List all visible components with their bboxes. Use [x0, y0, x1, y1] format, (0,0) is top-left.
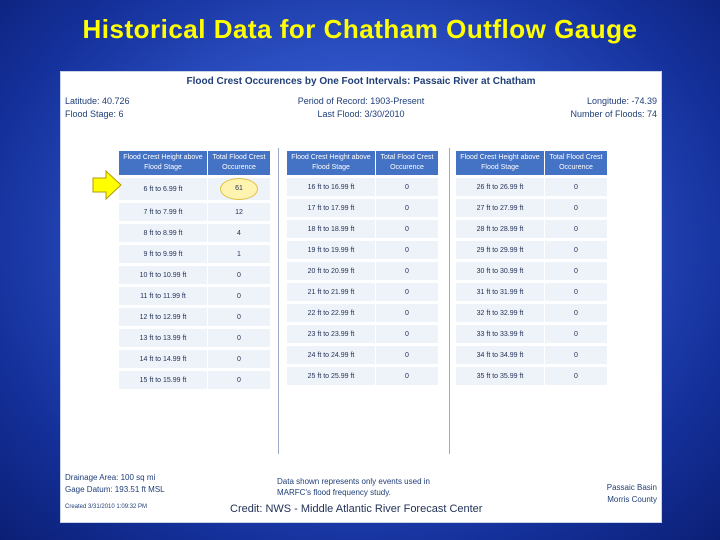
occurence-cell: 0: [545, 346, 608, 364]
table-row: [287, 325, 439, 343]
occurence-cell: 0: [208, 266, 271, 284]
occurence-cell: 0: [545, 262, 608, 280]
created-timestamp: Created 3/31/2010 1:09:32 PM: [65, 504, 148, 510]
county: Morris County: [607, 495, 657, 504]
crest-height-cell: 18 ft to 18.99 ft: [287, 220, 376, 238]
crest-height-cell: 33 ft to 33.99 ft: [456, 325, 545, 343]
crest-height-cell: 29 ft to 29.99 ft: [456, 241, 545, 259]
longitude: Longitude: -74.39: [586, 96, 657, 106]
table-row: [287, 346, 439, 364]
occurence-cell: 0: [208, 287, 271, 305]
table-row: [456, 304, 608, 322]
highlighted-occurence: 61: [220, 178, 258, 200]
occurence-cell: 0: [376, 283, 439, 301]
crest-table-3: [456, 148, 608, 388]
table-row: [119, 178, 271, 200]
occurence-cell: 0: [376, 325, 439, 343]
occurence-cell: 12: [208, 203, 271, 221]
table-row: [119, 371, 271, 389]
table-divider: [278, 148, 279, 454]
occurence-cell: 4: [208, 224, 271, 242]
flood-crest-document: [60, 71, 662, 523]
crest-height-cell: 27 ft to 27.99 ft: [456, 199, 545, 217]
table-row: [456, 262, 608, 280]
crest-height-cell: 35 ft to 35.99 ft: [456, 367, 545, 385]
occurence-cell: 0: [545, 367, 608, 385]
header-crest-height: Flood Crest Height above Flood Stage: [456, 151, 545, 175]
crest-height-cell: 6 ft to 6.99 ft: [119, 178, 208, 200]
occurence-cell: 0: [545, 241, 608, 259]
occurence-cell: 0: [208, 308, 271, 326]
crest-height-cell: 24 ft to 24.99 ft: [287, 346, 376, 364]
crest-height-cell: 31 ft to 31.99 ft: [456, 283, 545, 301]
occurence-cell: 0: [545, 220, 608, 238]
table-row: [456, 283, 608, 301]
crest-height-cell: 20 ft to 20.99 ft: [287, 262, 376, 280]
crest-height-cell: 21 ft to 21.99 ft: [287, 283, 376, 301]
crest-height-cell: 28 ft to 28.99 ft: [456, 220, 545, 238]
occurence-cell: 0: [208, 371, 271, 389]
crest-height-cell: 26 ft to 26.99 ft: [456, 178, 545, 196]
crest-height-cell: 30 ft to 30.99 ft: [456, 262, 545, 280]
table-row: [456, 367, 608, 385]
table-row: [456, 346, 608, 364]
occurence-cell: 0: [545, 199, 608, 217]
crest-height-cell: 12 ft to 12.99 ft: [119, 308, 208, 326]
crest-height-cell: 23 ft to 23.99 ft: [287, 325, 376, 343]
occurence-cell: 0: [545, 178, 608, 196]
gage-datum: Gage Datum: 193.51 ft MSL: [65, 485, 165, 494]
table-row: [119, 329, 271, 347]
occurence-cell: 0: [376, 346, 439, 364]
basin: Passaic Basin: [606, 483, 657, 492]
number-of-floods: Number of Floods: 74: [570, 109, 657, 119]
occurence-cell: 0: [376, 304, 439, 322]
occurence-cell: 0: [208, 329, 271, 347]
drainage-area: Drainage Area: 100 sq mi: [65, 473, 156, 482]
crest-height-cell: 9 ft to 9.99 ft: [119, 245, 208, 263]
occurence-cell: 0: [545, 304, 608, 322]
header-occurence: Total Flood Crest Occurence: [208, 151, 271, 175]
occurence-cell: 0: [376, 199, 439, 217]
crest-height-cell: 32 ft to 32.99 ft: [456, 304, 545, 322]
crest-height-cell: 7 ft to 7.99 ft: [119, 203, 208, 221]
occurence-cell: 0: [376, 367, 439, 385]
crest-height-cell: 16 ft to 16.99 ft: [287, 178, 376, 196]
last-flood: Last Flood: 3/30/2010: [317, 109, 405, 119]
header-occurence: Total Flood Crest Occurence: [376, 151, 439, 175]
table-row: [119, 245, 271, 263]
header-occurence: Total Flood Crest Occurence: [545, 151, 608, 175]
table-row: [456, 325, 608, 343]
crest-height-cell: 25 ft to 25.99 ft: [287, 367, 376, 385]
crest-height-cell: 19 ft to 19.99 ft: [287, 241, 376, 259]
data-note: Data shown represents only events used in MARFC's flood frequency study.: [277, 477, 430, 497]
occurence-cell: 0: [545, 283, 608, 301]
occurence-cell: 1: [208, 245, 271, 263]
occurence-cell: 0: [545, 325, 608, 343]
crest-height-cell: 11 ft to 11.99 ft: [119, 287, 208, 305]
occurence-cell: 0: [376, 241, 439, 259]
table-row: [287, 283, 439, 301]
pointer-arrow-icon: [92, 170, 122, 205]
table-row: [287, 241, 439, 259]
credit-text: Credit: NWS - Middle Atlantic River Forecast Center: [230, 503, 483, 515]
table-row: [119, 287, 271, 305]
header-crest-height: Flood Crest Height above Flood Stage: [119, 151, 208, 175]
crest-height-cell: 15 ft to 15.99 ft: [119, 371, 208, 389]
slide-title: Historical Data for Chatham Outflow Gauge: [82, 14, 638, 44]
table-row: [119, 308, 271, 326]
table-divider: [449, 148, 450, 454]
crest-height-cell: 17 ft to 17.99 ft: [287, 199, 376, 217]
occurence-cell: 0: [376, 220, 439, 238]
table-row: [287, 262, 439, 280]
occurence-cell: 0: [376, 262, 439, 280]
table-row: [287, 367, 439, 385]
table-row: [119, 266, 271, 284]
table-row: [119, 224, 271, 242]
crest-table-1: [119, 148, 271, 392]
header-crest-height: Flood Crest Height above Flood Stage: [287, 151, 376, 175]
table-row: [119, 203, 271, 221]
occurence-cell: 0: [376, 178, 439, 196]
latitude: Latitude: 40.726: [65, 96, 130, 106]
crest-height-cell: 34 ft to 34.99 ft: [456, 346, 545, 364]
table-row: [456, 199, 608, 217]
table-row: [456, 241, 608, 259]
crest-height-cell: 10 ft to 10.99 ft: [119, 266, 208, 284]
table-row: [287, 304, 439, 322]
crest-height-cell: 14 ft to 14.99 ft: [119, 350, 208, 368]
table-row: [119, 350, 271, 368]
flood-stage: Flood Stage: 6: [65, 109, 124, 119]
period-of-record: Period of Record: 1903-Present: [297, 96, 425, 106]
crest-height-cell: 22 ft to 22.99 ft: [287, 304, 376, 322]
crest-table-2: [287, 148, 439, 388]
table-row: [456, 178, 608, 196]
table-row: [287, 199, 439, 217]
table-row: [287, 220, 439, 238]
table-row: [456, 220, 608, 238]
table-row: [287, 178, 439, 196]
document-title: Flood Crest Occurences by One Foot Intervals: Passaic River at Chatham: [186, 76, 536, 87]
crest-height-cell: 8 ft to 8.99 ft: [119, 224, 208, 242]
occurence-cell: [208, 178, 271, 200]
occurence-cell: 0: [208, 350, 271, 368]
crest-height-cell: 13 ft to 13.99 ft: [119, 329, 208, 347]
